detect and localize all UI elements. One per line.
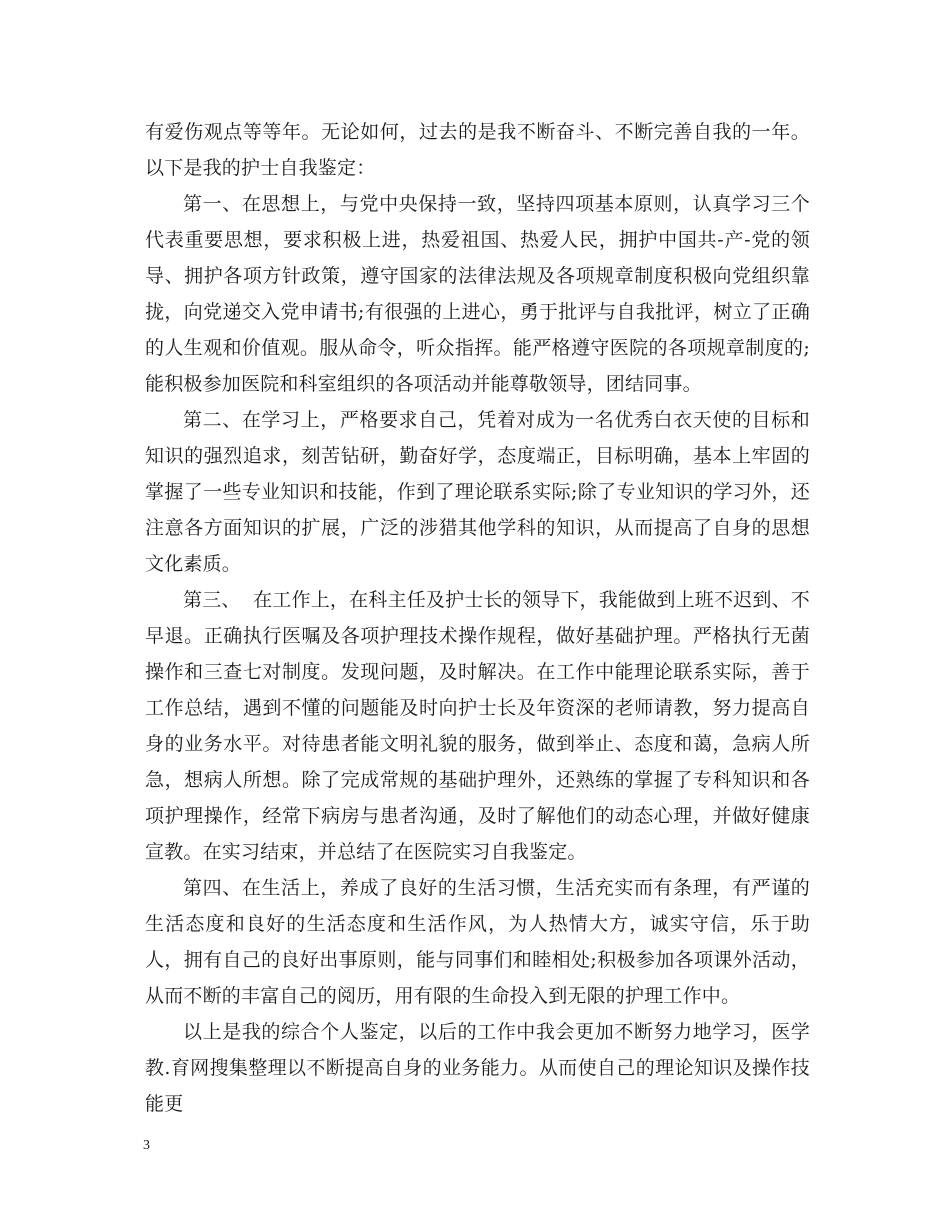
paragraph-summary: 以上是我的综合个人鉴定，以后的工作中我会更加不断努力地学习，医学教.育网搜集整理以不断提高自身的业务能力。从而使自己的理论知识及操作技能更 <box>145 1021 810 1115</box>
paragraph-life: 第四、在生活上，养成了良好的生活习惯，生活充实而有条理，有严谨的生活态度和良好的生活态度和生活作风，为人热情大方，诚实守信，乐于助人，拥有自己的良好出事原则，能与同事们和睦相处;积极参加各项课外活动，从而不断的丰富自己的阅历，用有限的生命投入到无限的护理工作中。 <box>145 877 810 1007</box>
document-body <box>145 114 810 1122</box>
paragraph-intro: 有爱伤观点等等年。无论如何，过去的是我不断奋斗、不断完善自我的一年。以下是我的护士自我鉴定： <box>145 121 810 179</box>
paragraph-ideology: 第一、在思想上，与党中央保持一致，坚持四项基本原则，认真学习三个代表重要思想，要求积极上进，热爱祖国、热爱人民，拥护中国共-产-党的领导、拥护各项方针政策，遵守国家的法律法规及各项规章制度积极向党组织靠拢，向党递交入党申请书;有很强的上进心，勇于批评与自我批评，树立了正确的人生观和价值观。服从命令，听众指挥。能严格遵守医院的各项规章制度的;能积极参加医院和科室组织的各项活动并能尊敬领导，团结同事。 <box>145 193 810 395</box>
page-number: 3 <box>143 1138 150 1153</box>
paragraph-work: 第三、 在工作上，在科主任及护士长的领导下，我能做到上班不迟到、不早退。正确执行医嘱及各项护理技术操作规程，做好基础护理。严格执行无菌操作和三查七对制度。发现问题，及时解决。在工作中能理论联系实际，善于工作总结，遇到不懂的问题能及时向护士长及年资深的老师请教，努力提高自身的业务水平。对待患者能文明礼貌的服务，做到举止、态度和蔼，急病人所急，想病人所想。除了完成常规的基础护理外，还熟练的掌握了专科知识和各项护理操作，经常下病房与患者沟通，及时了解他们的动态心理，并做好健康宣教。在实习结束，并总结了在医院实习自我鉴定。 <box>145 589 810 863</box>
paragraph-study: 第二、在学习上，严格要求自己，凭着对成为一名优秀白衣天使的目标和知识的强烈追求，刻苦钻研，勤奋好学，态度端正，目标明确，基本上牢固的掌握了一些专业知识和技能，作到了理论联系实际;除了专业知识的学习外，还注意各方面知识的扩展，广泛的涉猎其他学科的知识，从而提高了自身的思想文化素质。 <box>145 409 810 575</box>
